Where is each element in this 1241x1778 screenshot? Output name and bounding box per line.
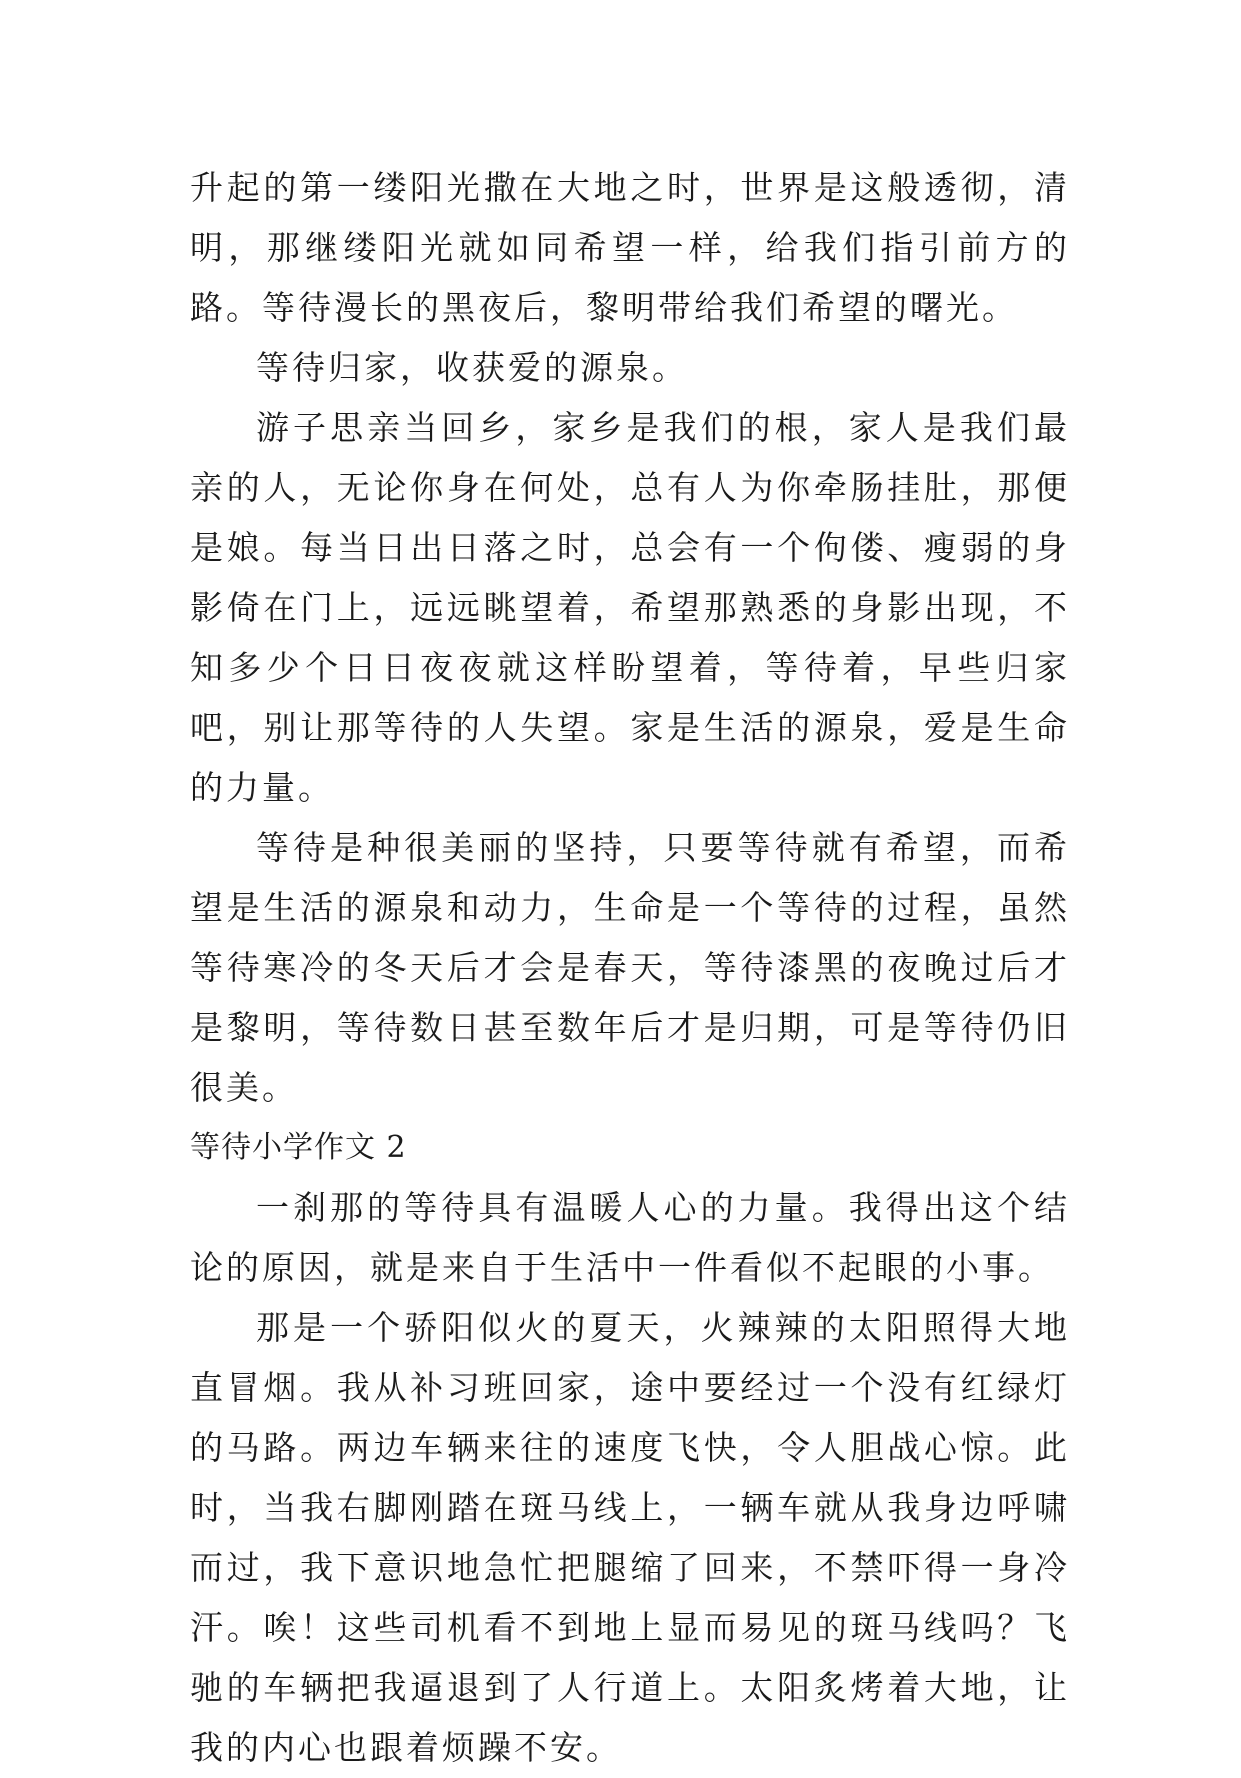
paragraph-waiting-beautiful: 等待是种很美丽的坚持，只要等待就有希望，而希望是生活的源泉和动力，生命是一个等待的过程，虽然等待寒冷的冬天后才会是春天，等待漆黑的夜晚过后才是黎明，等待数日甚至数年后才是归期，可是等待仍旧很美。 [190, 828, 1070, 1107]
paragraph-summer-story: 那是一个骄阳似火的夏天，火辣辣的太阳照得大地直冒烟。我从补习班回家，途中要经过一个没有红绿灯的马路。两边车辆来往的速度飞快，令人胆战心惊。此时，当我右脚刚踏在斑马线上，一辆车就从我身边呼啸而过，我下意识地急忙把腿缩了回来，不禁吓得一身冷汗。唉！这些司机看不到地上显而易见的斑马线吗？飞驰的车辆把我逼退到了人行道上。太阳炙烤着大地，让我的内心也跟着烦躁不安。 [190, 1308, 1070, 1767]
paragraph-warm-moment: 一刹那的等待具有温暖人心的力量。我得出这个结论的原因，就是来自于生活中一件看似不起眼的小事。 [190, 1188, 1070, 1287]
paragraph-subheading-homecoming: 等待归家，收获爱的源泉。 [256, 348, 688, 387]
paragraph-intro-continuation: 升起的第一缕阳光撒在大地之时，世界是这般透彻，清明，那继缕阳光就如同希望一样，给我们指引前方的路。等待漫长的黑夜后，黎明带给我们希望的曙光。 [190, 168, 1070, 327]
document-body [190, 158, 1070, 1778]
section-heading: 等待小学作文 2 [190, 1130, 407, 1165]
paragraph-homesick: 游子思亲当回乡，家乡是我们的根，家人是我们最亲的人，无论你身在何处，总有人为你牵肠挂肚，那便是娘。每当日出日落之时，总会有一个佝偻、瘦弱的身影倚在门上，远远眺望着，希望那熟悉的身影出现，不知多少个日日夜夜就这样盼望着，等待着，早些归家吧，别让那等待的人失望。家是生活的源泉，爱是生命的力量。 [190, 408, 1070, 807]
